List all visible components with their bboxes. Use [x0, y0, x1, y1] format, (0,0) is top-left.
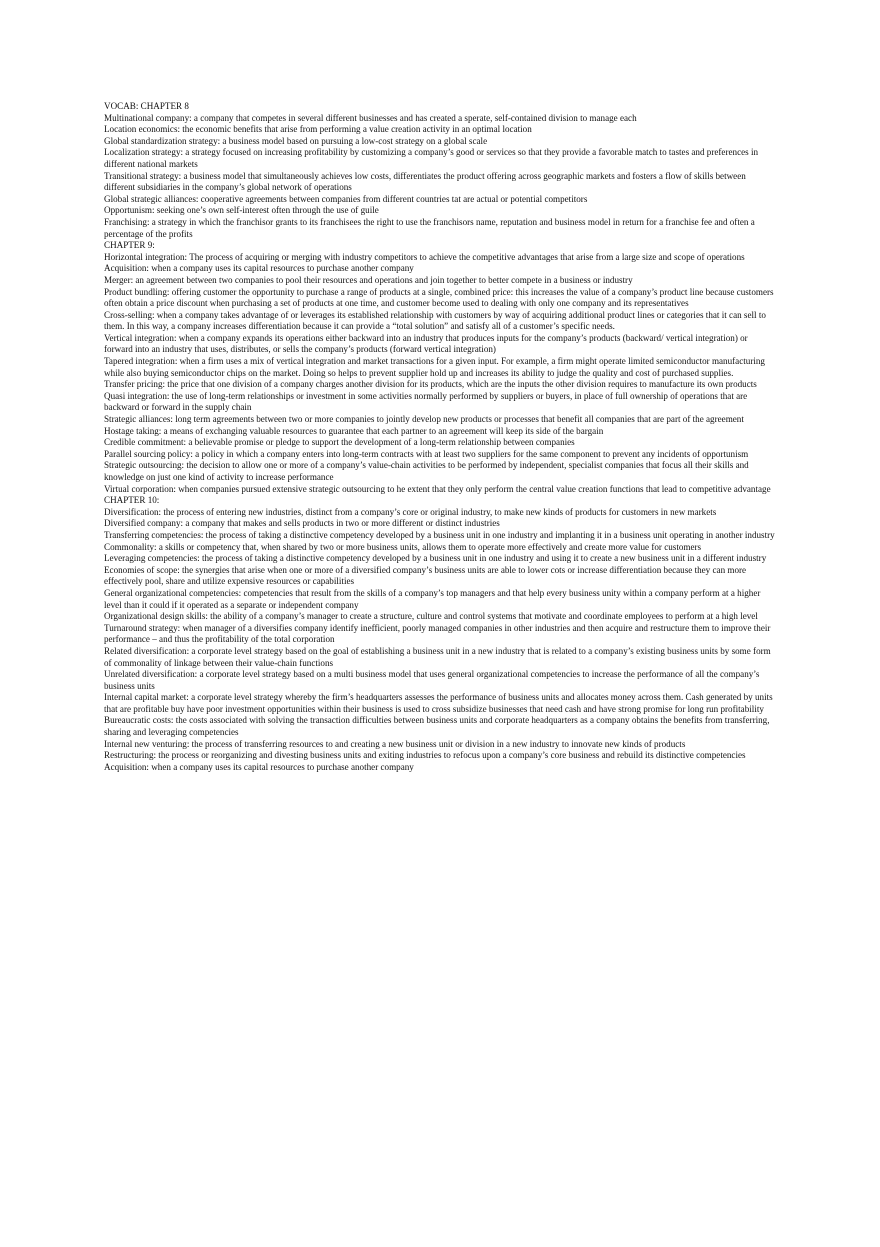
chapter-8-heading: VOCAB: CHAPTER 8 [104, 101, 189, 111]
term-definition: Quasi integration: the use of long-term relationships or investment in some activities normally performed by suppliers or buyers, in place of full ownership of operations that are backward or forward in the supply chain [104, 390, 748, 413]
term-definition: Global strategic alliances: cooperative agreements between companies from different countries tat are actual or potential competitors [104, 193, 588, 204]
term-definition: Diversification: the process of entering new industries, distinct from a company’s core or original industry, to make new kinds of products for customers in new markets [104, 506, 717, 517]
term-definition: Internal capital market: a corporate level strategy whereby the firm’s headquarters assesses the performance of business units and allocates money across them. Cash generated by units that are profitable buy have poor investment opportunities within their business is used to cross subsidize businesses that need cash and have strong promise for long run profitability [104, 692, 773, 714]
term-definition: Merger: an agreement between two companies to pool their resources and operations and join together to better compete in a business or industry [104, 274, 633, 285]
term-definition: Cross-selling: when a company takes advantage of or leverages its established relationship with customers by way of acquiring additional product lines or categories that it can sell to them. In this way, a company increases differentiation because it can provide a “total solution” and satisfy all of a customer’s specific needs. [104, 309, 766, 332]
chapter-9-heading: CHAPTER 9: [104, 240, 155, 251]
term-definition: Credible commitment: a believable promise or pledge to support the development of a long-term relationship between companies [104, 437, 575, 448]
term-definition: Multinational company: a company that competes in several different businesses and has created a sperate, self-contained division to manage each [104, 112, 637, 123]
term-definition: Related diversification: a corporate level strategy based on the goal of establishing a business unit in a new industry that is related to a company’s existing business units by some form of commonality of linkage between their value-chain functions [104, 645, 771, 668]
term-definition: Hostage taking: a means of exchanging valuable resources to guarantee that each partner to an agreement will keep its side of the bargain [104, 425, 604, 436]
term-definition: Transitional strategy: a business model that simultaneously achieves low costs, differentiates the product offering across geographic markets and fosters a flow of skills between different subsidiaries in the company’s global network of operations [104, 170, 746, 193]
term-definition: Transferring competencies: the process of taking a distinctive competency developed by a business unit in one industry and implanting it in a business unit operating in another industry [104, 529, 775, 540]
term-definition: Virtual corporation: when companies pursued extensive strategic outsourcing to he extent that they only perform the central value creation functions that lead to competitive advantage [104, 483, 771, 494]
term-definition: Horizontal integration: The process of acquiring or merging with industry competitors to achieve the competitive advantages that arise from a large size and scope of operations [104, 251, 745, 262]
term-definition: Opportunism: seeking one’s own self-interest often through the use of guile [104, 205, 379, 216]
term-definition: General organizational competencies: competencies that result from the skills of a company’s top managers and that help every business unity within a company perform at a higher level than it could if it operated as a separate or independent company [104, 587, 761, 610]
term-definition: Unrelated diversification: a corporate level strategy based on a multi business model that uses general organizational competencies to increase the performance of all the company’s business units [104, 669, 760, 691]
term-definition: Tapered integration: when a firm uses a mix of vertical integration and market transactions for a given input. For example, a firm might operate limited semiconductor manufacturing while also buying semiconductor chips on the market. Doing so helps to prevent supplier hold up and increases its ability to judge the quality and cost of purchased supplies. [104, 356, 765, 378]
chapter-10-heading: CHAPTER 10: [104, 495, 160, 506]
term-definition: Turnaround strategy: when manager of a diversifies company identify inefficient, poorly managed companies in other industries and then acquire and restructure them to improve their performance – and thus the profitability of the total corporation [104, 622, 771, 645]
term-definition: Strategic outsourcing: the decision to allow one or more of a company’s value-chain activities to be performed by independent, specialist companies that focus all their skills and knowledge on just one kind of activity to increase performance [104, 460, 749, 482]
term-definition: Franchising: a strategy in which the franchisor grants to its franchisees the right to use the franchisors name, reputation and business model in return for a franchise fee and often a percentage of the profits [104, 216, 755, 239]
term-definition: Commonality: a skills or competency that, when shared by two or more business units, allows them to operate more effectively and create more value for customers [104, 541, 702, 552]
term-definition: Restructuring: the process or reorganizing and divesting business units and exiting industries to refocus upon a company’s core business and rebuild its distinctive competencies [104, 750, 746, 761]
term-definition: Product bundling: offering customer the opportunity to purchase a range of products at a single, combined price: this increases the value of a company’s product line because customers often obtain a price discount when purchasing a set of products at one time, and customer become used to dealing with only one company and its representatives [104, 286, 774, 309]
term-definition: Location economics: the economic benefits that arise from performing a value creation activity in an optimal location [104, 124, 532, 135]
term-definition: Vertical integration: when a company expands its operations either backward into an industry that produces inputs for the company’s products (backward/ vertical integration) or forward into an industry that uses, distributes, or sells the company’s products (forward vertical integration) [104, 332, 748, 355]
term-definition: Bureaucratic costs: the costs associated with solving the transaction difficulties between business units and corporate headquarters as a company obtains the benefits from transferring, sharing and leveraging competencies [104, 715, 770, 738]
vocab-document [104, 101, 776, 773]
term-definition: Localization strategy: a strategy focused on increasing profitability by customizing a company’s good or services so that they provide a favorable match to tastes and preferences in different national markets [104, 147, 759, 169]
term-definition: Economies of scope: the synergies that arise when one or more of a diversified company’s business units are able to lower cots or increase differentiation because they can more effectively pool, share and utilize expensive resources or capabilities [104, 564, 747, 587]
term-definition: Acquisition: when a company uses its capital resources to purchase another company [104, 263, 414, 274]
term-definition: Acquisition: when a company uses its capital resources to purchase another company [104, 761, 414, 772]
term-definition: Organizational design skills: the ability of a company’s manager to create a structure, culture and control systems that motivate and coordinate employees to perform at a high level [104, 611, 758, 622]
term-definition: Global standardization strategy: a business model based on pursuing a low-cost strategy on a global scale [104, 135, 488, 146]
term-definition: Strategic alliances: long term agreements between two or more companies to jointly develop new products or processes that benefit all companies that are part of the agreement [104, 414, 744, 425]
term-definition: Parallel sourcing policy: a policy in which a company enters into long-term contracts with at least two suppliers for the same component to prevent any incidents of opportunism [104, 448, 749, 459]
term-definition: Leveraging competencies: the process of taking a distinctive competency developed by a business unit in one industry and using it to create a new business unit in a different industry [104, 553, 767, 564]
term-definition: Transfer pricing: the price that one division of a company charges another division for its products, which are the inputs the other division requires to manufacture its own products [104, 379, 757, 390]
term-definition: Internal new venturing: the process of transferring resources to and creating a new business unit or division in a new industry to innovate new kinds of products [104, 738, 686, 749]
term-definition: Diversified company: a company that makes and sells products in two or more different or distinct industries [104, 518, 500, 529]
